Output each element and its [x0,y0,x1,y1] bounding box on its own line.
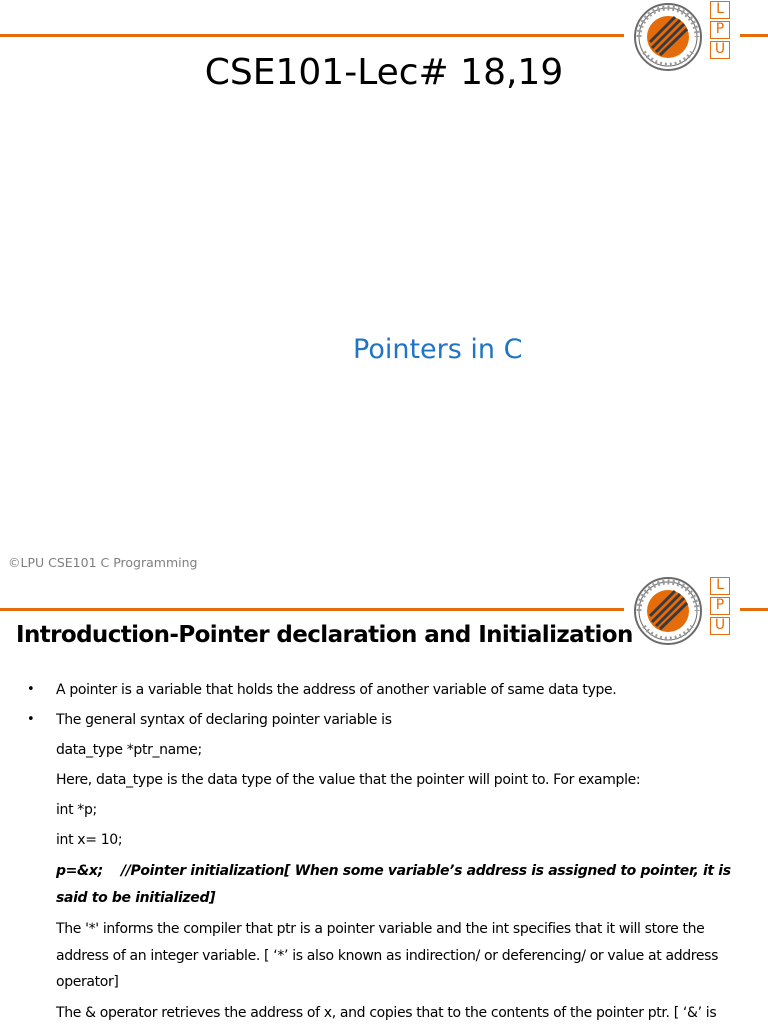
logo-letter-p: P [710,597,730,615]
slide-title: CSE101-Lec# 18,19 [204,52,564,93]
explanation-paragraph: The '*' informs the compiler that ptr is a pointer variable and the int specifies that it will store the address of an integer variable. [ ‘*’ is also known as indirection/ or deferencing/ or value at address operator] [56,921,719,990]
content-slide [0,576,768,1024]
bullet-dot: • [27,712,35,727]
code-line: int *p; [56,802,97,818]
code-line: int x= 10; [56,832,123,848]
initialization-code-line [56,858,746,911]
header-rule-right [740,34,768,37]
logo-letter-p: P [710,21,730,39]
slide-title: Introduction-Pointer declaration and Initialization [16,622,633,648]
slide-subtitle: Pointers in C [353,334,523,365]
logo-letter-l: L [710,1,730,19]
code-comment: //Pointer initialization[ When some variable’s address is assigned to pointer, it is said to be initialized] [56,863,731,906]
explanation-paragraph: The & operator retrieves the address of x, and copies that to the contents of the pointer ptr. [ ‘&’ is [56,1005,717,1021]
logo-letter-u: U [710,617,730,635]
copyright-footer: ©LPU CSE101 C Programming [8,555,198,570]
bullet-dot: • [27,682,35,697]
bullet-text: A pointer is a variable that holds the address of another variable of same data type. [56,682,617,698]
lpu-seal-logo-icon [630,576,706,648]
lpu-letters [710,577,730,637]
header-rule-left [0,34,624,37]
logo-letter-u: U [710,41,730,59]
logo-letter-l: L [710,577,730,595]
header-rule-right [740,608,768,611]
bullet-text: The general syntax of declaring pointer variable is [56,712,392,728]
code-statement: p=&x; [56,863,103,879]
explanation-line: Here, data_type is the data type of the value that the pointer will point to. For example: [56,772,641,788]
syntax-line: data_type *ptr_name; [56,742,202,758]
header-rule-left [0,608,624,611]
